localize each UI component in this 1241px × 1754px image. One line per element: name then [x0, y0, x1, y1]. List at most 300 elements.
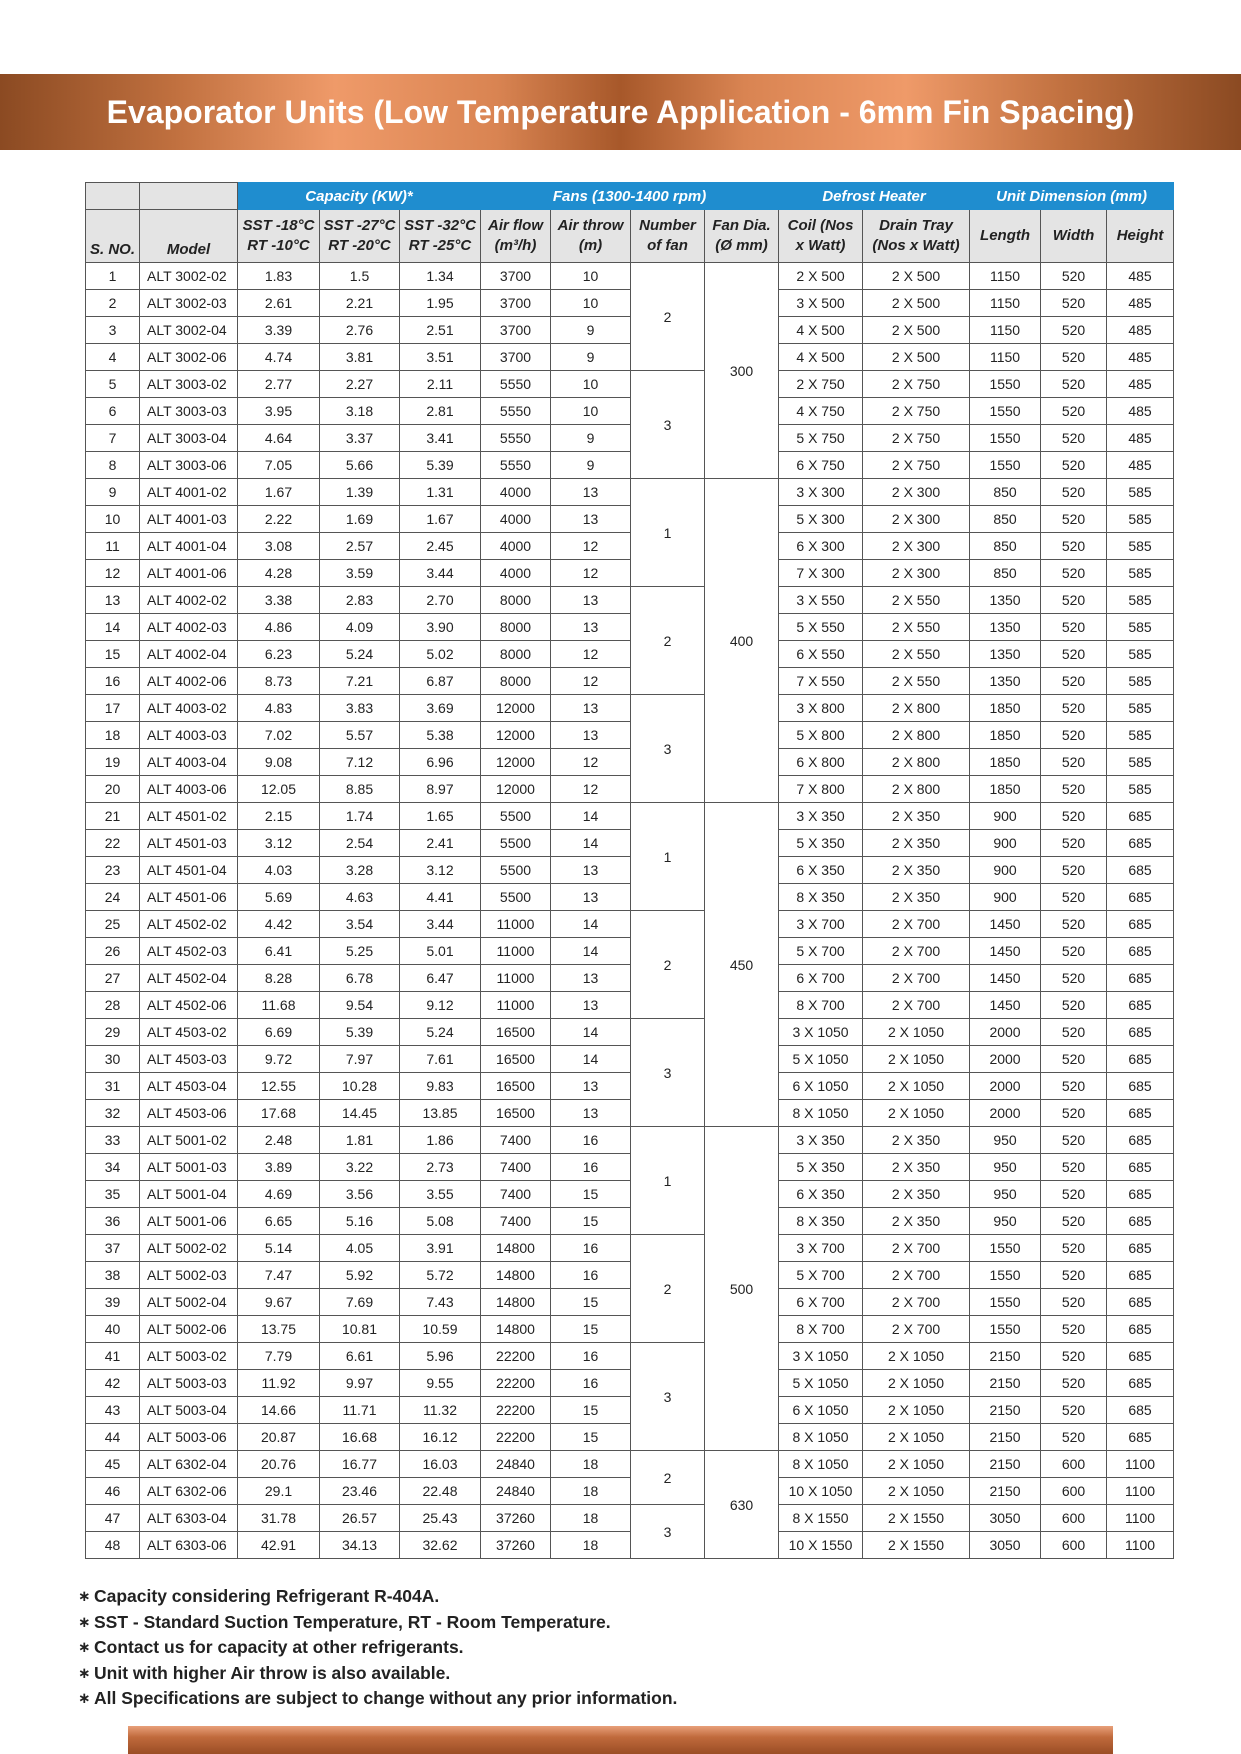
sno-cell: 48 [86, 1532, 140, 1559]
length-cell: 850 [970, 560, 1041, 587]
height-cell: 485 [1107, 290, 1174, 317]
capacity-sst18-cell: 4.83 [238, 695, 320, 722]
capacity-sst18-cell: 9.72 [238, 1046, 320, 1073]
airflow-cell: 5550 [481, 452, 551, 479]
width-cell: 520 [1041, 965, 1107, 992]
capacity-sst18-cell: 4.03 [238, 857, 320, 884]
sno-cell: 9 [86, 479, 140, 506]
length-header: Length [970, 210, 1041, 263]
length-cell: 900 [970, 857, 1041, 884]
drain-tray-heater-cell: 2 X 750 [863, 452, 970, 479]
drain-tray-heater-cell: 2 X 350 [863, 1127, 970, 1154]
airthrow-cell: 16 [551, 1370, 631, 1397]
length-cell: 1850 [970, 695, 1041, 722]
length-cell: 2000 [970, 1100, 1041, 1127]
airflow-cell: 12000 [481, 749, 551, 776]
model-cell: ALT 5002-02 [140, 1235, 238, 1262]
asterisk-icon: ∗ [78, 1588, 91, 1605]
sno-cell: 44 [86, 1424, 140, 1451]
height-cell: 685 [1107, 1046, 1174, 1073]
airflow-cell: 8000 [481, 641, 551, 668]
table-row [86, 911, 1174, 938]
drain-tray-heater-cell: 2 X 300 [863, 560, 970, 587]
capacity-sst32-cell: 6.87 [400, 668, 481, 695]
width-cell: 520 [1041, 587, 1107, 614]
capacity-sst32-cell: 5.01 [400, 938, 481, 965]
header-line: of fan [647, 237, 688, 254]
airflow-cell: 11000 [481, 938, 551, 965]
table-row [86, 614, 1174, 641]
height-cell: 485 [1107, 263, 1174, 290]
table-row [86, 479, 1174, 506]
capacity-sst27-cell: 7.69 [320, 1289, 400, 1316]
height-cell: 1100 [1107, 1532, 1174, 1559]
airthrow-cell: 18 [551, 1505, 631, 1532]
header-line: SST -27°C [323, 217, 396, 234]
drain-tray-heater-cell: 2 X 1050 [863, 1343, 970, 1370]
dimension-group-header: Unit Dimension (mm) [970, 183, 1174, 210]
airthrow-cell: 15 [551, 1181, 631, 1208]
footnote-item [78, 1686, 1078, 1712]
length-cell: 950 [970, 1127, 1041, 1154]
number-of-fan-header [631, 210, 705, 263]
length-cell: 900 [970, 830, 1041, 857]
table-row [86, 722, 1174, 749]
header-line: Drain Tray [879, 217, 953, 234]
header-line: Air throw [557, 217, 624, 234]
length-cell: 1850 [970, 776, 1041, 803]
capacity-sst32-cell: 2.70 [400, 587, 481, 614]
model-cell: ALT 6302-04 [140, 1451, 238, 1478]
table-row [86, 1397, 1174, 1424]
footer-decorative-bar [128, 1726, 1113, 1754]
airflow-cell: 22200 [481, 1424, 551, 1451]
table-row [86, 1235, 1174, 1262]
capacity-sst27-cell: 2.57 [320, 533, 400, 560]
coil-heater-cell: 5 X 750 [779, 425, 863, 452]
airthrow-cell: 13 [551, 614, 631, 641]
length-cell: 1450 [970, 938, 1041, 965]
capacity-sst32-cell: 2.45 [400, 533, 481, 560]
table-row [86, 371, 1174, 398]
coil-heater-cell: 3 X 1050 [779, 1343, 863, 1370]
table-row [86, 1100, 1174, 1127]
width-cell: 520 [1041, 1019, 1107, 1046]
coil-heater-cell: 2 X 500 [779, 263, 863, 290]
length-cell: 1550 [970, 425, 1041, 452]
drain-tray-heater-cell: 2 X 1050 [863, 1478, 970, 1505]
length-cell: 2000 [970, 1019, 1041, 1046]
capacity-sst27-cell: 2.27 [320, 371, 400, 398]
airthrow-cell: 12 [551, 560, 631, 587]
capacity-sst27-cell: 34.13 [320, 1532, 400, 1559]
header-line: (Nos x Watt) [872, 237, 960, 254]
model-cell: ALT 4002-02 [140, 587, 238, 614]
model-cell: ALT 4002-04 [140, 641, 238, 668]
header-blank-cell [140, 183, 238, 210]
specification-table-container [85, 182, 1173, 1559]
model-cell: ALT 4501-02 [140, 803, 238, 830]
width-cell: 520 [1041, 425, 1107, 452]
model-cell: ALT 3002-06 [140, 344, 238, 371]
capacity-sst27-cell: 3.83 [320, 695, 400, 722]
sno-cell: 11 [86, 533, 140, 560]
length-cell: 1350 [970, 641, 1041, 668]
sno-cell: 24 [86, 884, 140, 911]
length-cell: 3050 [970, 1505, 1041, 1532]
width-cell: 600 [1041, 1532, 1107, 1559]
width-cell: 520 [1041, 1262, 1107, 1289]
drain-tray-heater-cell: 2 X 350 [863, 884, 970, 911]
fan-diameter-header [705, 210, 779, 263]
airthrow-cell: 13 [551, 722, 631, 749]
table-row [86, 263, 1174, 290]
drain-tray-heater-cell: 2 X 350 [863, 1181, 970, 1208]
length-cell: 1450 [970, 911, 1041, 938]
table-row [86, 344, 1174, 371]
capacity-sst27-header [320, 210, 400, 263]
sno-cell: 1 [86, 263, 140, 290]
length-cell: 2150 [970, 1397, 1041, 1424]
model-cell: ALT 5001-04 [140, 1181, 238, 1208]
capacity-sst18-cell: 2.15 [238, 803, 320, 830]
width-cell: 520 [1041, 1289, 1107, 1316]
capacity-sst18-cell: 8.73 [238, 668, 320, 695]
height-cell: 585 [1107, 533, 1174, 560]
airflow-cell: 14800 [481, 1262, 551, 1289]
drain-tray-heater-cell: 2 X 1550 [863, 1505, 970, 1532]
sno-cell: 25 [86, 911, 140, 938]
table-row [86, 1532, 1174, 1559]
width-cell: 520 [1041, 452, 1107, 479]
sno-header: S. NO. [86, 210, 140, 263]
number-of-fan-cell: 2 [631, 911, 705, 1019]
capacity-sst18-cell: 12.05 [238, 776, 320, 803]
capacity-sst32-cell: 5.38 [400, 722, 481, 749]
capacity-sst27-cell: 10.81 [320, 1316, 400, 1343]
coil-heater-cell: 6 X 300 [779, 533, 863, 560]
table-row [86, 317, 1174, 344]
capacity-sst32-cell: 2.81 [400, 398, 481, 425]
height-cell: 685 [1107, 1235, 1174, 1262]
sno-cell: 22 [86, 830, 140, 857]
width-cell: 600 [1041, 1478, 1107, 1505]
airflow-cell: 14800 [481, 1289, 551, 1316]
capacity-sst32-cell: 9.55 [400, 1370, 481, 1397]
sno-cell: 42 [86, 1370, 140, 1397]
height-cell: 685 [1107, 1262, 1174, 1289]
capacity-sst27-cell: 1.69 [320, 506, 400, 533]
capacity-sst32-cell: 25.43 [400, 1505, 481, 1532]
capacity-sst27-cell: 14.45 [320, 1100, 400, 1127]
capacity-sst32-cell: 32.62 [400, 1532, 481, 1559]
length-cell: 1450 [970, 992, 1041, 1019]
capacity-sst32-cell: 3.44 [400, 911, 481, 938]
capacity-sst18-cell: 6.69 [238, 1019, 320, 1046]
model-cell: ALT 5002-03 [140, 1262, 238, 1289]
sno-cell: 38 [86, 1262, 140, 1289]
capacity-sst27-cell: 5.92 [320, 1262, 400, 1289]
model-cell: ALT 4003-04 [140, 749, 238, 776]
airflow-cell: 3700 [481, 317, 551, 344]
table-row [86, 749, 1174, 776]
length-cell: 1550 [970, 398, 1041, 425]
width-cell: 520 [1041, 992, 1107, 1019]
capacity-sst18-cell: 2.22 [238, 506, 320, 533]
footnotes [78, 1584, 1078, 1712]
capacity-sst18-cell: 8.28 [238, 965, 320, 992]
sno-cell: 28 [86, 992, 140, 1019]
length-cell: 1550 [970, 1316, 1041, 1343]
fan-diameter-cell: 300 [705, 263, 779, 479]
capacity-sst32-cell: 1.65 [400, 803, 481, 830]
airflow-cell: 16500 [481, 1100, 551, 1127]
airflow-cell: 16500 [481, 1019, 551, 1046]
capacity-sst18-cell: 4.86 [238, 614, 320, 641]
airflow-cell: 22200 [481, 1370, 551, 1397]
coil-heater-cell: 2 X 750 [779, 371, 863, 398]
drain-tray-heater-cell: 2 X 1550 [863, 1532, 970, 1559]
capacity-sst18-cell: 3.39 [238, 317, 320, 344]
capacity-sst18-cell: 2.77 [238, 371, 320, 398]
page-title: Evaporator Units (Low Temperature Application - 6mm Fin Spacing) [106, 93, 1135, 130]
airthrow-cell: 18 [551, 1451, 631, 1478]
height-cell: 585 [1107, 560, 1174, 587]
height-cell: 685 [1107, 1019, 1174, 1046]
capacity-sst18-cell: 3.08 [238, 533, 320, 560]
length-cell: 1350 [970, 587, 1041, 614]
number-of-fan-cell: 3 [631, 695, 705, 803]
model-cell: ALT 3002-02 [140, 263, 238, 290]
sno-cell: 7 [86, 425, 140, 452]
specification-table [85, 182, 1174, 1559]
capacity-sst27-cell: 2.54 [320, 830, 400, 857]
capacity-sst27-cell: 10.28 [320, 1073, 400, 1100]
capacity-sst27-cell: 5.16 [320, 1208, 400, 1235]
asterisk-icon: ∗ [78, 1690, 91, 1707]
sno-cell: 3 [86, 317, 140, 344]
height-cell: 585 [1107, 641, 1174, 668]
coil-heater-cell: 3 X 350 [779, 803, 863, 830]
capacity-group-header: Capacity (KW)* [238, 183, 481, 210]
model-cell: ALT 4001-06 [140, 560, 238, 587]
width-cell: 520 [1041, 1073, 1107, 1100]
coil-heater-cell: 7 X 300 [779, 560, 863, 587]
sno-cell: 17 [86, 695, 140, 722]
sno-cell: 37 [86, 1235, 140, 1262]
width-cell: 520 [1041, 884, 1107, 911]
height-cell: 685 [1107, 1127, 1174, 1154]
table-row [86, 1127, 1174, 1154]
sno-cell: 19 [86, 749, 140, 776]
header-line: x Watt) [795, 237, 846, 254]
drain-tray-heater-cell: 2 X 1050 [863, 1046, 970, 1073]
height-cell: 685 [1107, 1154, 1174, 1181]
airthrow-cell: 13 [551, 1073, 631, 1100]
airthrow-cell: 18 [551, 1532, 631, 1559]
coil-heater-cell: 6 X 350 [779, 1181, 863, 1208]
sno-cell: 43 [86, 1397, 140, 1424]
height-cell: 685 [1107, 1370, 1174, 1397]
sno-cell: 30 [86, 1046, 140, 1073]
coil-heater-cell: 5 X 550 [779, 614, 863, 641]
capacity-sst32-cell: 5.39 [400, 452, 481, 479]
sno-cell: 6 [86, 398, 140, 425]
airthrow-cell: 14 [551, 803, 631, 830]
coil-heater-cell: 3 X 700 [779, 911, 863, 938]
width-cell: 520 [1041, 1100, 1107, 1127]
drain-tray-heater-cell: 2 X 700 [863, 1316, 970, 1343]
model-cell: ALT 4502-02 [140, 911, 238, 938]
drain-tray-heater-cell: 2 X 800 [863, 776, 970, 803]
airflow-cell: 16500 [481, 1046, 551, 1073]
airthrow-cell: 12 [551, 749, 631, 776]
airflow-cell: 5500 [481, 830, 551, 857]
capacity-sst32-header [400, 210, 481, 263]
model-cell: ALT 5001-02 [140, 1127, 238, 1154]
capacity-sst32-cell: 2.41 [400, 830, 481, 857]
sno-cell: 12 [86, 560, 140, 587]
defrost-group-header: Defrost Heater [779, 183, 970, 210]
airthrow-cell: 10 [551, 263, 631, 290]
drain-tray-heater-cell: 2 X 700 [863, 1262, 970, 1289]
drain-tray-heater-cell: 2 X 800 [863, 722, 970, 749]
capacity-sst27-cell: 11.71 [320, 1397, 400, 1424]
height-cell: 585 [1107, 506, 1174, 533]
airthrow-cell: 10 [551, 290, 631, 317]
capacity-sst27-cell: 1.39 [320, 479, 400, 506]
capacity-sst27-cell: 7.12 [320, 749, 400, 776]
capacity-sst18-cell: 2.48 [238, 1127, 320, 1154]
width-cell: 520 [1041, 857, 1107, 884]
airthrow-cell: 16 [551, 1154, 631, 1181]
airflow-header [481, 210, 551, 263]
width-cell: 520 [1041, 1127, 1107, 1154]
airflow-cell: 11000 [481, 992, 551, 1019]
width-cell: 520 [1041, 1235, 1107, 1262]
capacity-sst32-cell: 3.90 [400, 614, 481, 641]
coil-heater-cell: 3 X 500 [779, 290, 863, 317]
height-cell: 685 [1107, 1343, 1174, 1370]
header-line: (m) [578, 237, 603, 254]
height-cell: 685 [1107, 1208, 1174, 1235]
drain-tray-heater-cell: 2 X 1050 [863, 1073, 970, 1100]
model-cell: ALT 5001-03 [140, 1154, 238, 1181]
airthrow-cell: 13 [551, 1100, 631, 1127]
capacity-sst32-cell: 1.95 [400, 290, 481, 317]
model-cell: ALT 4503-06 [140, 1100, 238, 1127]
length-cell: 850 [970, 479, 1041, 506]
table-row [86, 1478, 1174, 1505]
height-cell: 585 [1107, 722, 1174, 749]
capacity-sst18-cell: 1.67 [238, 479, 320, 506]
length-cell: 1850 [970, 749, 1041, 776]
length-cell: 850 [970, 533, 1041, 560]
drain-tray-heater-cell: 2 X 1050 [863, 1451, 970, 1478]
model-cell: ALT 3003-04 [140, 425, 238, 452]
coil-heater-cell: 5 X 1050 [779, 1046, 863, 1073]
model-cell: ALT 4001-04 [140, 533, 238, 560]
airflow-cell: 8000 [481, 668, 551, 695]
width-cell: 520 [1041, 938, 1107, 965]
height-cell: 585 [1107, 614, 1174, 641]
number-of-fan-cell: 2 [631, 587, 705, 695]
model-cell: ALT 4503-04 [140, 1073, 238, 1100]
table-row [86, 1343, 1174, 1370]
length-cell: 2150 [970, 1343, 1041, 1370]
width-cell: 520 [1041, 641, 1107, 668]
capacity-sst27-cell: 9.54 [320, 992, 400, 1019]
model-cell: ALT 3003-03 [140, 398, 238, 425]
width-cell: 600 [1041, 1451, 1107, 1478]
table-row [86, 1262, 1174, 1289]
drain-tray-heater-cell: 2 X 700 [863, 965, 970, 992]
model-cell: ALT 4001-02 [140, 479, 238, 506]
table-row [86, 425, 1174, 452]
airflow-cell: 22200 [481, 1397, 551, 1424]
capacity-sst18-cell: 5.69 [238, 884, 320, 911]
table-body [86, 263, 1174, 1559]
capacity-sst27-cell: 4.05 [320, 1235, 400, 1262]
header-group-row [86, 183, 1174, 210]
header-line: Number [639, 217, 696, 234]
airflow-cell: 4000 [481, 506, 551, 533]
length-cell: 2150 [970, 1370, 1041, 1397]
table-row [86, 1316, 1174, 1343]
airthrow-cell: 13 [551, 884, 631, 911]
airthrow-cell: 14 [551, 1019, 631, 1046]
height-cell: 1100 [1107, 1505, 1174, 1532]
capacity-sst32-cell: 22.48 [400, 1478, 481, 1505]
drain-tray-heater-cell: 2 X 300 [863, 506, 970, 533]
drain-tray-heater-cell: 2 X 750 [863, 425, 970, 452]
model-cell: ALT 3002-03 [140, 290, 238, 317]
capacity-sst32-cell: 5.72 [400, 1262, 481, 1289]
coil-heater-cell: 5 X 300 [779, 506, 863, 533]
capacity-sst32-cell: 6.47 [400, 965, 481, 992]
airthrow-cell: 16 [551, 1127, 631, 1154]
drain-tray-heater-cell: 2 X 800 [863, 695, 970, 722]
header-line: SST -18°C [242, 217, 315, 234]
drain-tray-heater-cell: 2 X 700 [863, 992, 970, 1019]
capacity-sst32-cell: 1.31 [400, 479, 481, 506]
width-cell: 520 [1041, 911, 1107, 938]
coil-heater-cell: 6 X 700 [779, 1289, 863, 1316]
table-row [86, 1154, 1174, 1181]
drain-tray-heater-cell: 2 X 1050 [863, 1100, 970, 1127]
capacity-sst18-cell: 7.02 [238, 722, 320, 749]
coil-heater-cell: 6 X 1050 [779, 1397, 863, 1424]
airthrow-cell: 13 [551, 506, 631, 533]
capacity-sst18-cell: 9.08 [238, 749, 320, 776]
airflow-cell: 4000 [481, 560, 551, 587]
length-cell: 900 [970, 884, 1041, 911]
capacity-sst18-cell: 12.55 [238, 1073, 320, 1100]
capacity-sst32-cell: 3.44 [400, 560, 481, 587]
table-row [86, 641, 1174, 668]
airthrow-cell: 14 [551, 830, 631, 857]
footnote-item [78, 1610, 1078, 1636]
model-cell: ALT 3003-06 [140, 452, 238, 479]
capacity-sst18-cell: 4.69 [238, 1181, 320, 1208]
coil-heater-cell: 8 X 1550 [779, 1505, 863, 1532]
table-row [86, 803, 1174, 830]
table-row [86, 398, 1174, 425]
length-cell: 1150 [970, 290, 1041, 317]
capacity-sst18-cell: 3.38 [238, 587, 320, 614]
drain-tray-heater-cell: 2 X 550 [863, 587, 970, 614]
number-of-fan-cell: 3 [631, 1505, 705, 1559]
